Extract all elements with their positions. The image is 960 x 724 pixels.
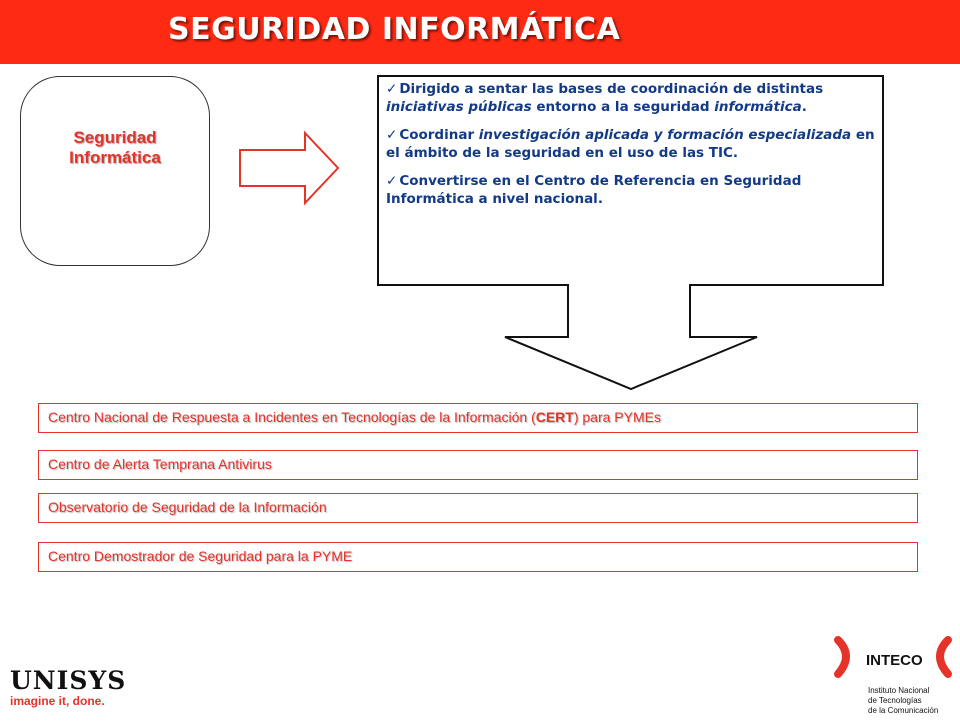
objective-text: Convertirse en el Centro de Referencia en Seguridad Informática a nivel nacional. bbox=[386, 173, 802, 207]
objective-text: investigación aplicada y formación especializada bbox=[478, 127, 852, 143]
inteco-sub-line: Instituto Nacional bbox=[868, 686, 930, 695]
unisys-logo-name: UNISYS bbox=[10, 666, 127, 695]
inteco-sub-line: de Tecnologías bbox=[868, 696, 922, 705]
source-label bbox=[20, 128, 210, 168]
inteco-logo bbox=[820, 634, 960, 720]
unisys-logo bbox=[10, 668, 126, 708]
service-box-cert bbox=[38, 403, 918, 433]
objective-text: informática bbox=[714, 99, 802, 115]
objective-text: en el ámbito de la seguridad en el uso de las TIC. bbox=[386, 127, 875, 161]
objective-bullet bbox=[386, 126, 876, 162]
service-text: ) para PYMEs bbox=[573, 409, 661, 425]
objectives-list bbox=[386, 80, 876, 218]
source-box bbox=[20, 76, 210, 266]
service-box-antivirus-alert bbox=[38, 450, 918, 480]
inteco-logo-subtitle bbox=[868, 686, 960, 716]
page-title: SEGURIDAD INFORMÁTICA bbox=[168, 12, 621, 47]
checkmark-icon: ✓ bbox=[386, 81, 398, 97]
service-text: CERT bbox=[535, 409, 574, 425]
service-box-demo-center bbox=[38, 542, 918, 572]
objective-text: Dirigido a sentar las bases de coordinación de distintas bbox=[399, 81, 824, 97]
inteco-logo-name: INTECO bbox=[866, 652, 923, 669]
objective-bullet bbox=[386, 172, 876, 208]
inteco-sub-line: de la Comunicación bbox=[868, 706, 939, 715]
objective-text: . bbox=[801, 99, 807, 115]
service-text: Centro Demostrador de Seguridad para la PYME bbox=[48, 548, 353, 564]
service-box-observatory bbox=[38, 493, 918, 523]
service-text: Observatorio de Seguridad de la Información bbox=[48, 499, 327, 515]
source-label-line1: Seguridad bbox=[73, 128, 157, 147]
objective-bullet bbox=[386, 80, 876, 116]
objective-text: iniciativas públicas bbox=[386, 99, 532, 115]
unisys-logo-tagline: imagine it, done. bbox=[10, 694, 105, 708]
source-label-line2: Informática bbox=[69, 148, 161, 167]
right-arrow-icon bbox=[240, 133, 338, 203]
objective-text: Coordinar bbox=[399, 127, 479, 143]
checkmark-icon: ✓ bbox=[386, 127, 398, 143]
service-text: Centro de Alerta Temprana Antivirus bbox=[48, 456, 272, 472]
checkmark-icon: ✓ bbox=[386, 173, 398, 189]
service-text: Centro Nacional de Respuesta a Incidentes en Tecnologías de la Información ( bbox=[48, 409, 536, 425]
objective-text: entorno a la seguridad bbox=[531, 99, 715, 115]
